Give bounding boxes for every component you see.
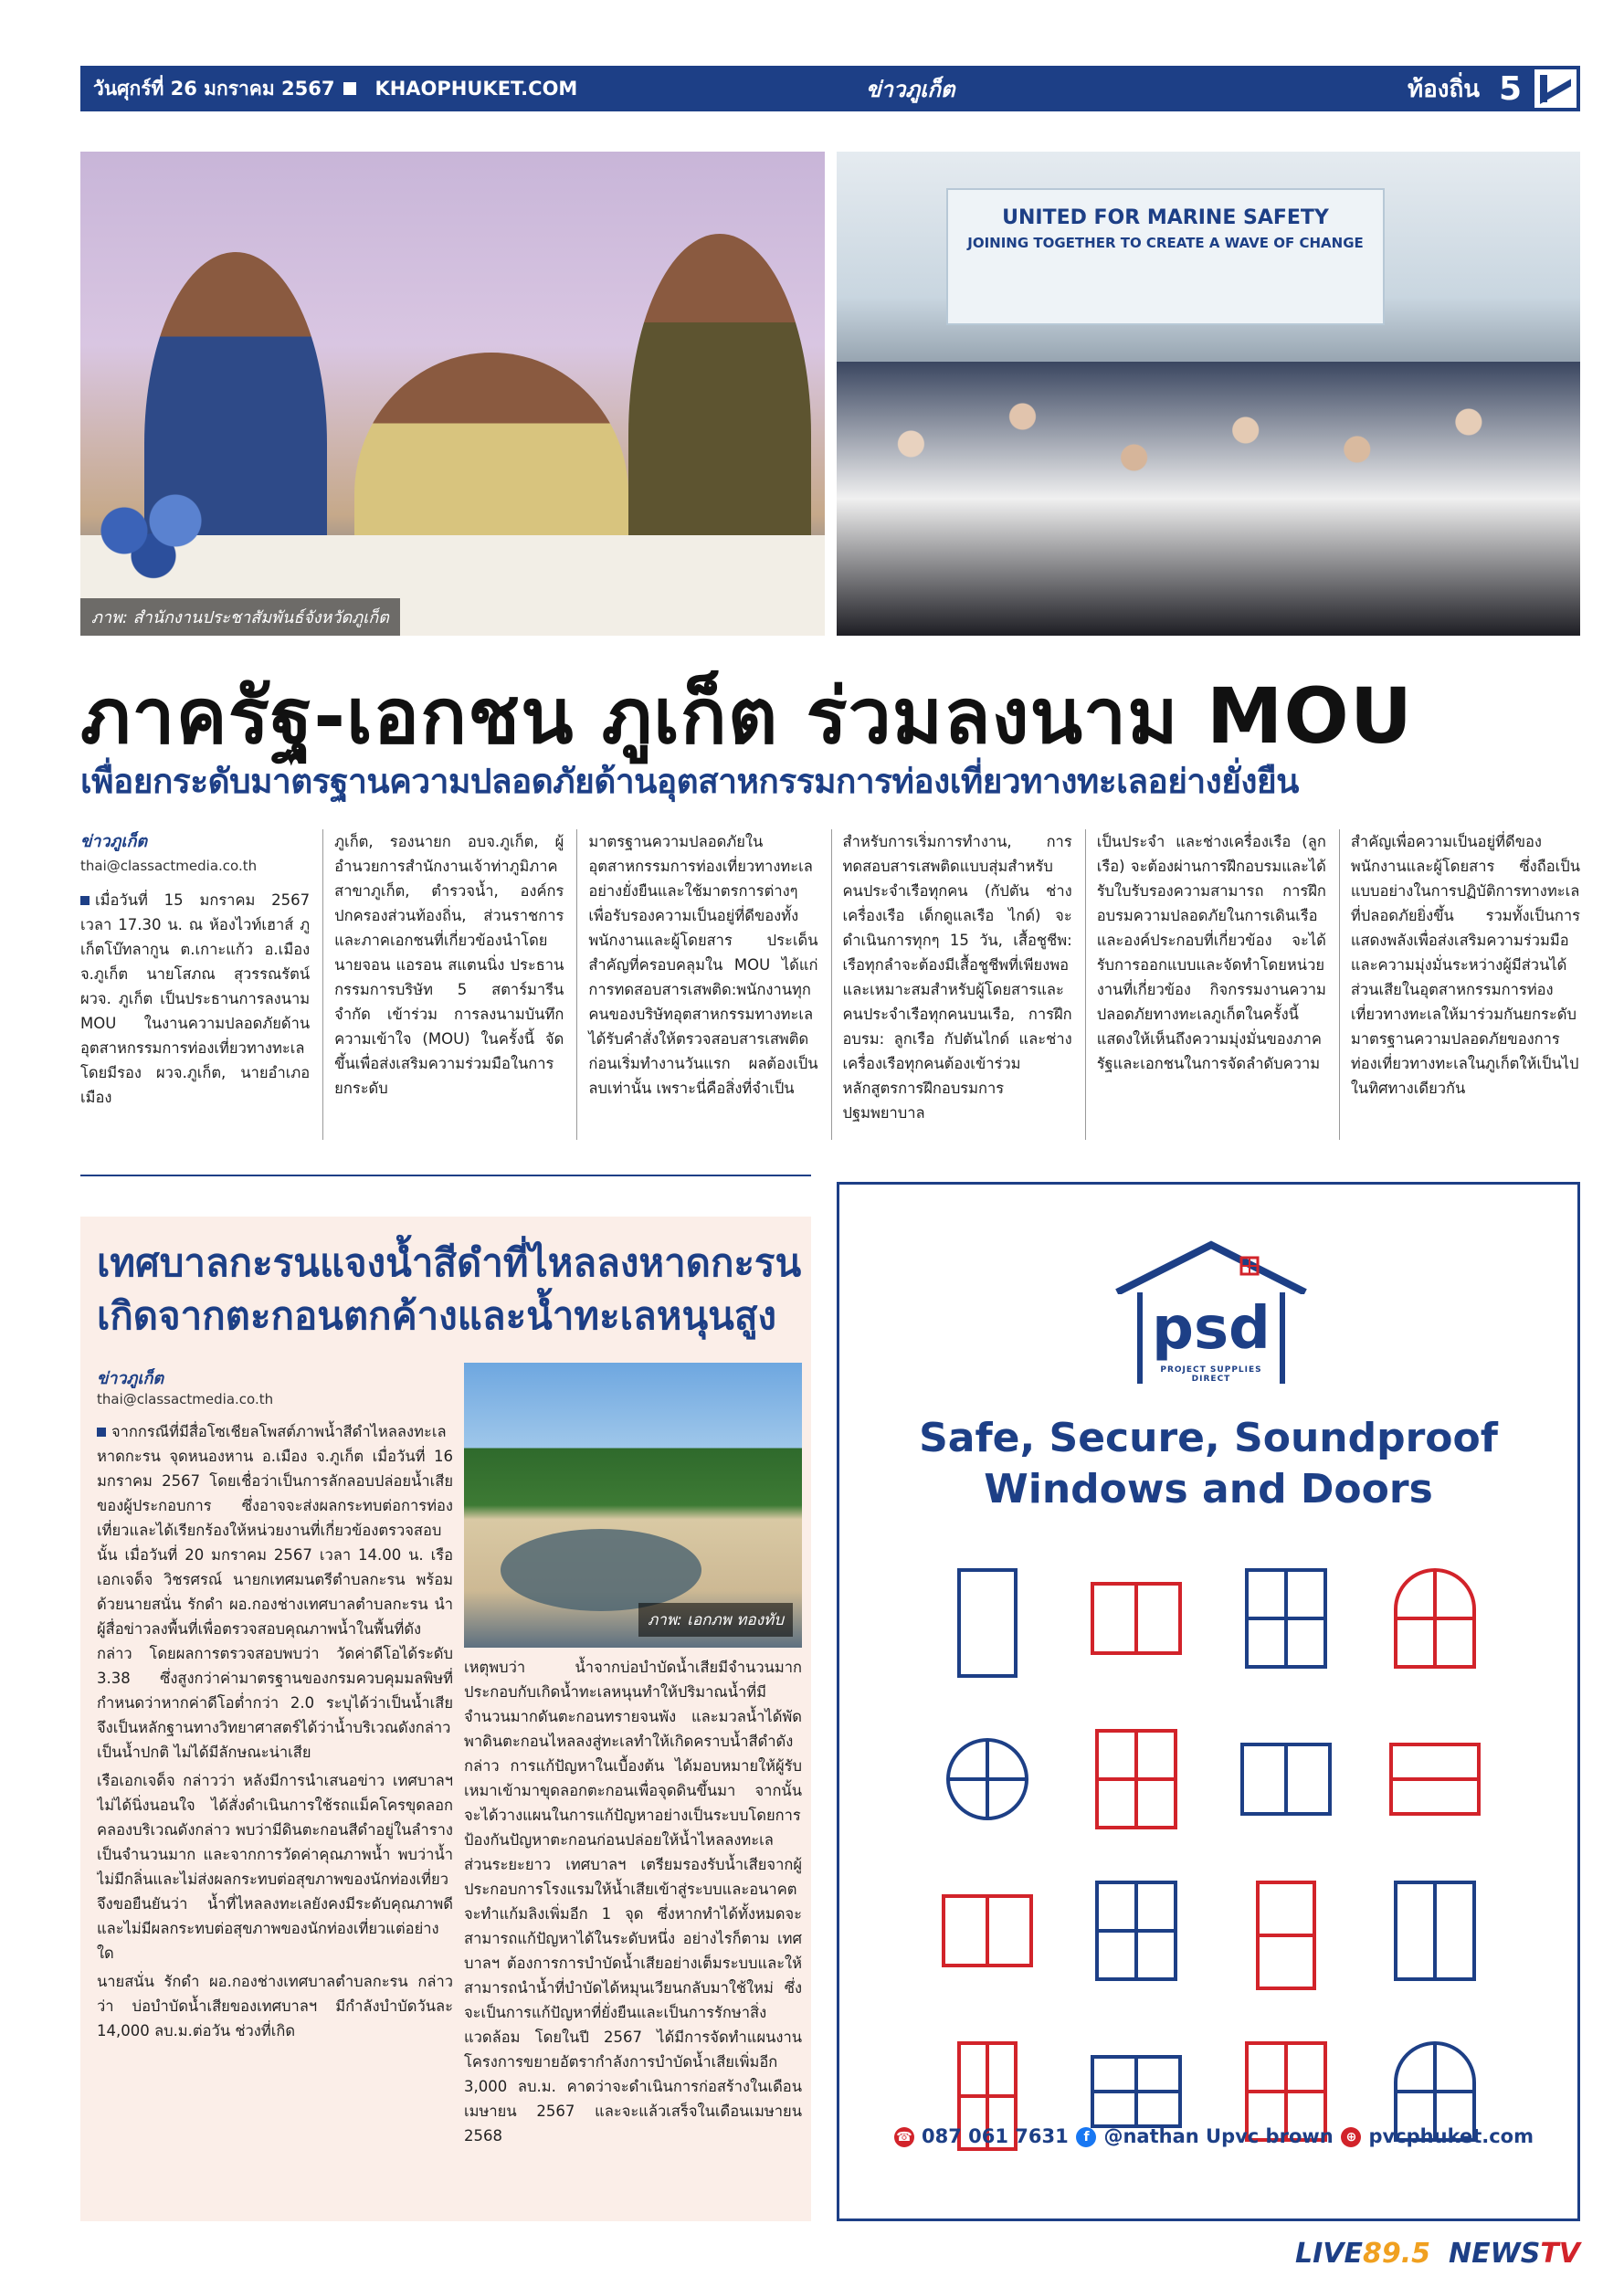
live-frequency: 89.5: [1362, 2238, 1430, 2270]
column-text: ภูเก็ต, รองนายก อบจ.ภูเก็ต, ผู้อำนวยการสำนักงานเจ้าท่าภูมิภาคสาขาภูเก็ต, ตำรวจน้ำ, องค์กรปกครองส่วนท้องถิ่น, ส่วนราชการ และภาคเอกชนที่เกี่ยวข้องนำโดยนายจอน แอรอน สแตนนิ่ง ประธานกรรมการบริษัท 5 สตาร์มารีน จำกัด เข้าร่วม การลงนามบันทึกความเข้าใจ (MOU) ในครั้งนี้ จัดขึ้นเพื่อส่งเสริมความร่วมมือในการยกระดับ: [334, 833, 564, 1097]
event-banner: [946, 188, 1385, 325]
contact-row: [894, 2125, 1534, 2147]
advertisement[interactable]: [837, 1182, 1580, 2221]
door-icon: [1256, 1881, 1316, 1990]
article-column: [322, 829, 564, 1140]
casement-window-icon: [1394, 1881, 1476, 1981]
photo-flowers: [80, 480, 227, 581]
facebook-contact[interactable]: [1076, 2125, 1333, 2147]
group-photo: [837, 152, 1580, 636]
byline-email[interactable]: thai@classactmedia.co.th: [80, 858, 258, 874]
photo-crowd: [837, 362, 1580, 636]
psd-logo: [1113, 1239, 1309, 1400]
mou-signing-photo: [80, 152, 825, 636]
website-url: pvcphuket.com: [1368, 2125, 1534, 2147]
column-text: สำหรับการเริ่มการทำงาน, การทดสอบสารเสพติดแบบสุ่มสำหรับคนประจำเรือทุกคน (กัปตัน ช่างเครื่องเรือ เด็กดูแลเรือ ไกด์) จะดำเนินการทุกๆ 15 วัน, เสื้อชูชีพ: เรือทุกลำจะต้องมีเสื้อชูชีพที่เพียงพอและเหมาะสมสำหรับผู้โดยสารและคนประจำเรือทุกคนบนเรือ, การฝึกอบรม: ลูกเรือ กัปตันไกด์ และช่างเครื่องเรือทุกคนต้องเข้าร่วมหลักสูตรการฝึกอบรมการปฐมพยาบาล: [842, 833, 1072, 1122]
arched-window-icon: [1394, 1568, 1476, 1669]
site-name[interactable]: KHAOPHUKET.COM: [374, 78, 578, 100]
section-name: ท้องถิ่น: [1408, 75, 1480, 103]
roof-icon: [1113, 1239, 1309, 1294]
sliding-window-icon: [1240, 1743, 1332, 1816]
website-contact[interactable]: [1341, 2125, 1534, 2147]
main-headline: ภาครัฐ-เอกชน ภูเก็ต ร่วมลงนาม MOU: [80, 671, 1414, 761]
section-divider: [80, 1175, 811, 1176]
article1-body: [80, 829, 1580, 1140]
single-window-icon: [957, 1568, 1018, 1678]
square-separator-icon: [343, 82, 356, 95]
article-column: เหตุพบว่า น้ำจากบ่อบำบัดน้ำเสียมีจำนวนมาก ประกอบกับเกิดน้ำทะเลหนุนทำให้ปริมาณน้ำที่มีจำนวนมากดันตะกอนทรายจนพัง และมวลน้ำได้พัดพาดินตะกอนไหลลงสู่ทะเลทำให้เกิดคราบน้ำสีดำดังกล่าว การแก้ปัญหาในเบื้องต้น ได้มอบหมายให้ผู้รับเหมาเข้ามาขุดลอกตะกอนเพื่อจุดดินขึ้นมา จากนั้นจะได้วางแผนในการแก้ปัญหาอย่างเป็นระบบโดยการป้องกันปัญหาตะกอนก่อนปล่อยให้น้ำไหลลงทะเล ส่วนระยะยาว เทศบาลฯ เตรียมรองรับน้ำเสียจากผู้ประกอบการโรงแรมให้น้ำเสียเข้าสู่ระบบและอนาคตจะทำแก้มลิงเพิ่มอีก 1 จุด ซึ่งหากทำได้ทั้งหมดจะสามารถแก้ปัญหาได้ในระดับหนึ่ง อย่างไรก็ตาม เทศบาลฯ ต้องการการบำบัดน้ำเสียอย่างเต็มระบบและให้สามารถนำน้ำที่บำบัดได้หมุนเวียนกลับมาใช้ใหม่ ซึ่งจะเป็นการแก้ปัญหาที่ยั่งยืนและเป็นการรักษาสิ่งแวดล้อม โดยในปี 2567 ได้มีการจัดทำแผนงานโครงการขยายอัตรากำลังการบำบัดน้ำเสียเพิ่มอีก 3,000 ลบ.ม. คาดว่าจะดำเนินการก่อสร้างในเดือนเมษายน 2567 และจะแล้วเสร็จในเดือนเมษายน 2568: [464, 1659, 802, 2145]
live-radio-logo: [1295, 2238, 1430, 2270]
four-pane-window-icon: [1245, 1568, 1327, 1669]
column-text: มาตรฐานความปลอดภัยในอุตสาหกรรมการท่องเที่ยวทางทะเลอย่างยั่งยืนและใช้มาตรการต่างๆ เพื่อรับรองความเป็นอยู่ที่ดีของทั้งพนักงานและผู้โดยสาร ประเด็นสำคัญที่ครอบคลุมใน MOU ได้แก่ การทดสอบสารเสพติด:พนักงานทุกคนของบริษัทอุตสาหกรรมทางทะเลได้รับคำสั่งให้ตรวจสอบสารเสพติดก่อนเริ่มทำงานวันแรก ผลต้องเป็นลบเท่านั้น เพราะนี่คือสิ่งที่จำเป็น: [588, 833, 818, 1097]
bullet-icon: [97, 1428, 106, 1437]
article-column: [1339, 829, 1580, 1140]
tagline-line: Windows and Doors: [984, 1466, 1433, 1512]
grid-window-icon: [1095, 1881, 1177, 1981]
awning-window-icon: [1389, 1743, 1481, 1816]
article-column: [576, 829, 817, 1140]
logo-box: [1137, 1292, 1285, 1384]
article2-byline-block: [97, 1365, 273, 1417]
column-text: สำคัญเพื่อความเป็นอยู่ที่ดีของพนักงานและผู้โดยสาร ซึ่งถือเป็นแบบอย่างในการปฏิบัติการทางทะเลที่ปลอดภัยยิ่งขึ้น รวมทั้งเป็นการแสดงพลังเพื่อส่งเสริมความร่วมมือและความมุ่งมั่นระหว่างผู้มีส่วนได้ส่วนเสียในอุตสาหกรรมการท่องเที่ยวทางทะเลให้มาร่วมกันยกระดับมาตรฐานความปลอดภัยของการท่องเที่ยวทางทะเลในภูเก็ตให้เป็นไปในทิศทางเดียวกัน: [1350, 833, 1581, 1097]
live-text: LIVE: [1294, 2238, 1363, 2270]
double-window-icon: [1091, 1582, 1182, 1655]
ad-tagline: [839, 1413, 1577, 1515]
facebook-handle: @nathan Upvc brown: [1103, 2125, 1334, 2147]
article2-title: [97, 1237, 800, 1343]
beach-photo: [464, 1363, 802, 1648]
column-text: เป็นประจำ และช่างเครื่องเรือ (ลูกเรือ) จะต้องผ่านการฝึกอบรมและได้รับใบรับรองความสามารถ การฝึกอบรมความปลอดภัยในการเดินเรือและองค์ประกอบที่เกี่ยวข้อง จะได้รับการออกแบบและจัดทำโดยหน่วยงานที่เกี่ยวข้อง กิจกรรมงานความปลอดภัยทางทะเลภูเก็ตในครั้งนี้ แสดงให้เห็นถึงความมุ่งมั่นของภาครัฐและเอกชนในการจัดลำดับความ: [1096, 833, 1326, 1072]
paragraph-text: จากกรณีที่มีสื่อโซเชียลโพสต์ภาพน้ำสีดำไหลลงทะเลหาดกะรน จุดหนองหาน อ.เมือง จ.ภูเก็ต เมื่อวันที่ 16 มกราคม 2567 โดยเชื่อว่าเป็นการลักลอบปล่อยน้ำเสียของผู้ประกอบการ ซึ่งอาจจะส่งผลกระทบต่อการท่องเที่ยวและได้เรียกร้องให้หน่วยงานที่เกี่ยวข้องตรวจสอบ นั้น เมื่อวันที่ 20 มกราคม 2567 เวลา 14.00 น. เรือเอกเจด็จ วิชรศรณ์ นายกเทศมนตรีตำบลกะรน พร้อมด้วยนายสนั่น รักดำ ผอ.กองช่างเทศบาลตำบลกะรน นำผู้สื่อข่าวลงพื้นที่เพื่อตรวจสอบคุณภาพน้ำในพื้นที่ดังกล่าว โดยผลการตรวจสอบพบว่า วัดค่าดีโอได้ระดับ 3.38 ซึ่งสูงกว่าค่ามาตรฐานของกรมควบคุมมลพิษที่กำหนดว่าหากค่าดีโอต่ำกว่า 2.0 ระบุได้ว่าเป็นน้ำเสีย จึงเป็นหลักฐานทางวิทยาศาสตร์ได้ว่าน้ำบริเวณดังกล่าวเป็นน้ำปกติ ไม่ได้มีลักษณะน่าเสีย: [97, 1423, 453, 1761]
bay-window-icon: [1091, 2055, 1182, 2128]
split-window-icon: [1095, 1729, 1177, 1829]
paragraph: นายสนั่น รักดำ ผอ.กองช่างเทศบาลตำบลกะรน กล่าวว่า บ่อบำบัดน้ำเสียของเทศบาลฯ มีกำลังบำบัดวันละ 14,000 ลบ.ม.ต่อวัน ช่วงที่เกิด: [97, 1973, 453, 2039]
round-window-icon: [946, 1738, 1028, 1820]
phone-contact[interactable]: [894, 2125, 1069, 2147]
phone-icon: ☎: [894, 2127, 914, 2147]
paragraph: [97, 1419, 453, 1765]
news-tv-logo: [1449, 2238, 1580, 2270]
globe-icon: ⊕: [1341, 2127, 1361, 2147]
page-number: 5: [1498, 69, 1522, 108]
article-column: [80, 829, 310, 1140]
tv-text: TV: [1540, 2238, 1580, 2270]
logo-subtitle: PROJECT SUPPLIES DIRECT: [1160, 1365, 1262, 1384]
page-header: [80, 66, 1580, 111]
corner-logo-icon: [1531, 66, 1580, 111]
brand-logo: ข่าวภูเก็ต: [866, 76, 955, 102]
paragraph: เรือเอกเจด็จ กล่าวว่า หลังมีการนำเสนอข่าว เทศบาลฯ ไม่ได้นิ่งนอนใจ ได้สั่งดำเนินการใช้รถแม็คโครขุดลอกคลองบริเวณดังกล่าว พบว่ามีดินตะกอนสีดำอยู่ในลำรางเป็นจำนวนมาก และจากการวัดค่าคุณภาพน้ำ พบว่าน้ำไม่มีกลิ่นและไม่ส่งผลกระทบต่อสุขภาพของนักท่องเที่ยว จึงขอยืนยันว่า น้ำที่ไหลลงทะเลยังคงมีระดับคุณภาพดีและไม่มีผลกระทบต่อสุขภาพของนักท่องเที่ยวแต่อย่างใด: [97, 1772, 453, 1962]
byline: ข่าวภูเก็ต: [80, 832, 148, 851]
page-footer: [1295, 2238, 1580, 2270]
title-line: เทศบาลกะรนแจงน้ำสีดำที่ไหลลงหาดกะรน: [97, 1240, 802, 1285]
article2-box: [80, 1217, 811, 2221]
facebook-icon: f: [1076, 2127, 1096, 2147]
issue-date: วันศุกร์ที่ 26 มกราคม 2567: [93, 77, 335, 100]
banner-subtitle: JOINING TOGETHER TO CREATE A WAVE OF CHANGE: [967, 235, 1364, 251]
bullet-icon: [80, 896, 90, 905]
photo-caption: ภาพ: สำนักงานประชาสัมพันธ์จังหวัดภูเก็ต: [80, 598, 400, 636]
photo-water: [501, 1529, 701, 1611]
banner-title: UNITED FOR MARINE SAFETY: [1002, 206, 1329, 229]
article-column: [97, 1419, 453, 2214]
column-text: เมื่อวันที่ 15 มกราคม 2567 เวลา 17.30 น. ณ ห้องไวท์เฮาส์ ภูเก็ตโบ๊ทลากูน ต.เกาะแก้ว อ.เมือง จ.ภูเก็ต นายโสภณ สุวรรณรัตน์ ผวจ. ภูเก็ต เป็นประธานการลงนาม MOU ในงานความปลอดภัยด้านอุตสาหกรรมการท่องเที่ยวทางทะเล โดยมีรอง ผวจ.ภูเก็ต, นายอำเภอเมือง: [80, 891, 311, 1106]
main-subhead: เพื่อยกระดับมาตรฐานความปลอดภัยด้านอุตสาหกรรมการท่องเที่ยวทางทะเลอย่างยั่งยืน: [80, 762, 1299, 801]
phone-number: 087 061 7631: [922, 2125, 1069, 2147]
news-text: NEWS: [1449, 2238, 1541, 2270]
window-icons-grid: [931, 1568, 1492, 2151]
photo-caption: ภาพ: เอกภพ ทองทับ: [638, 1603, 793, 1637]
logo-text: psd: [1152, 1295, 1271, 1363]
article-column: [831, 829, 1072, 1140]
title-line: เกิดจากตะกอนตกค้างและน้ำทะเลหนุนสูง: [97, 1293, 777, 1338]
tagline-line: Safe, Secure, Soundproof: [919, 1415, 1498, 1461]
byline-email[interactable]: thai@classactmedia.co.th: [97, 1391, 274, 1407]
triple-window-icon: [942, 1894, 1033, 1967]
article-column: [1085, 829, 1326, 1140]
byline: ข่าวภูเก็ต: [97, 1369, 164, 1388]
